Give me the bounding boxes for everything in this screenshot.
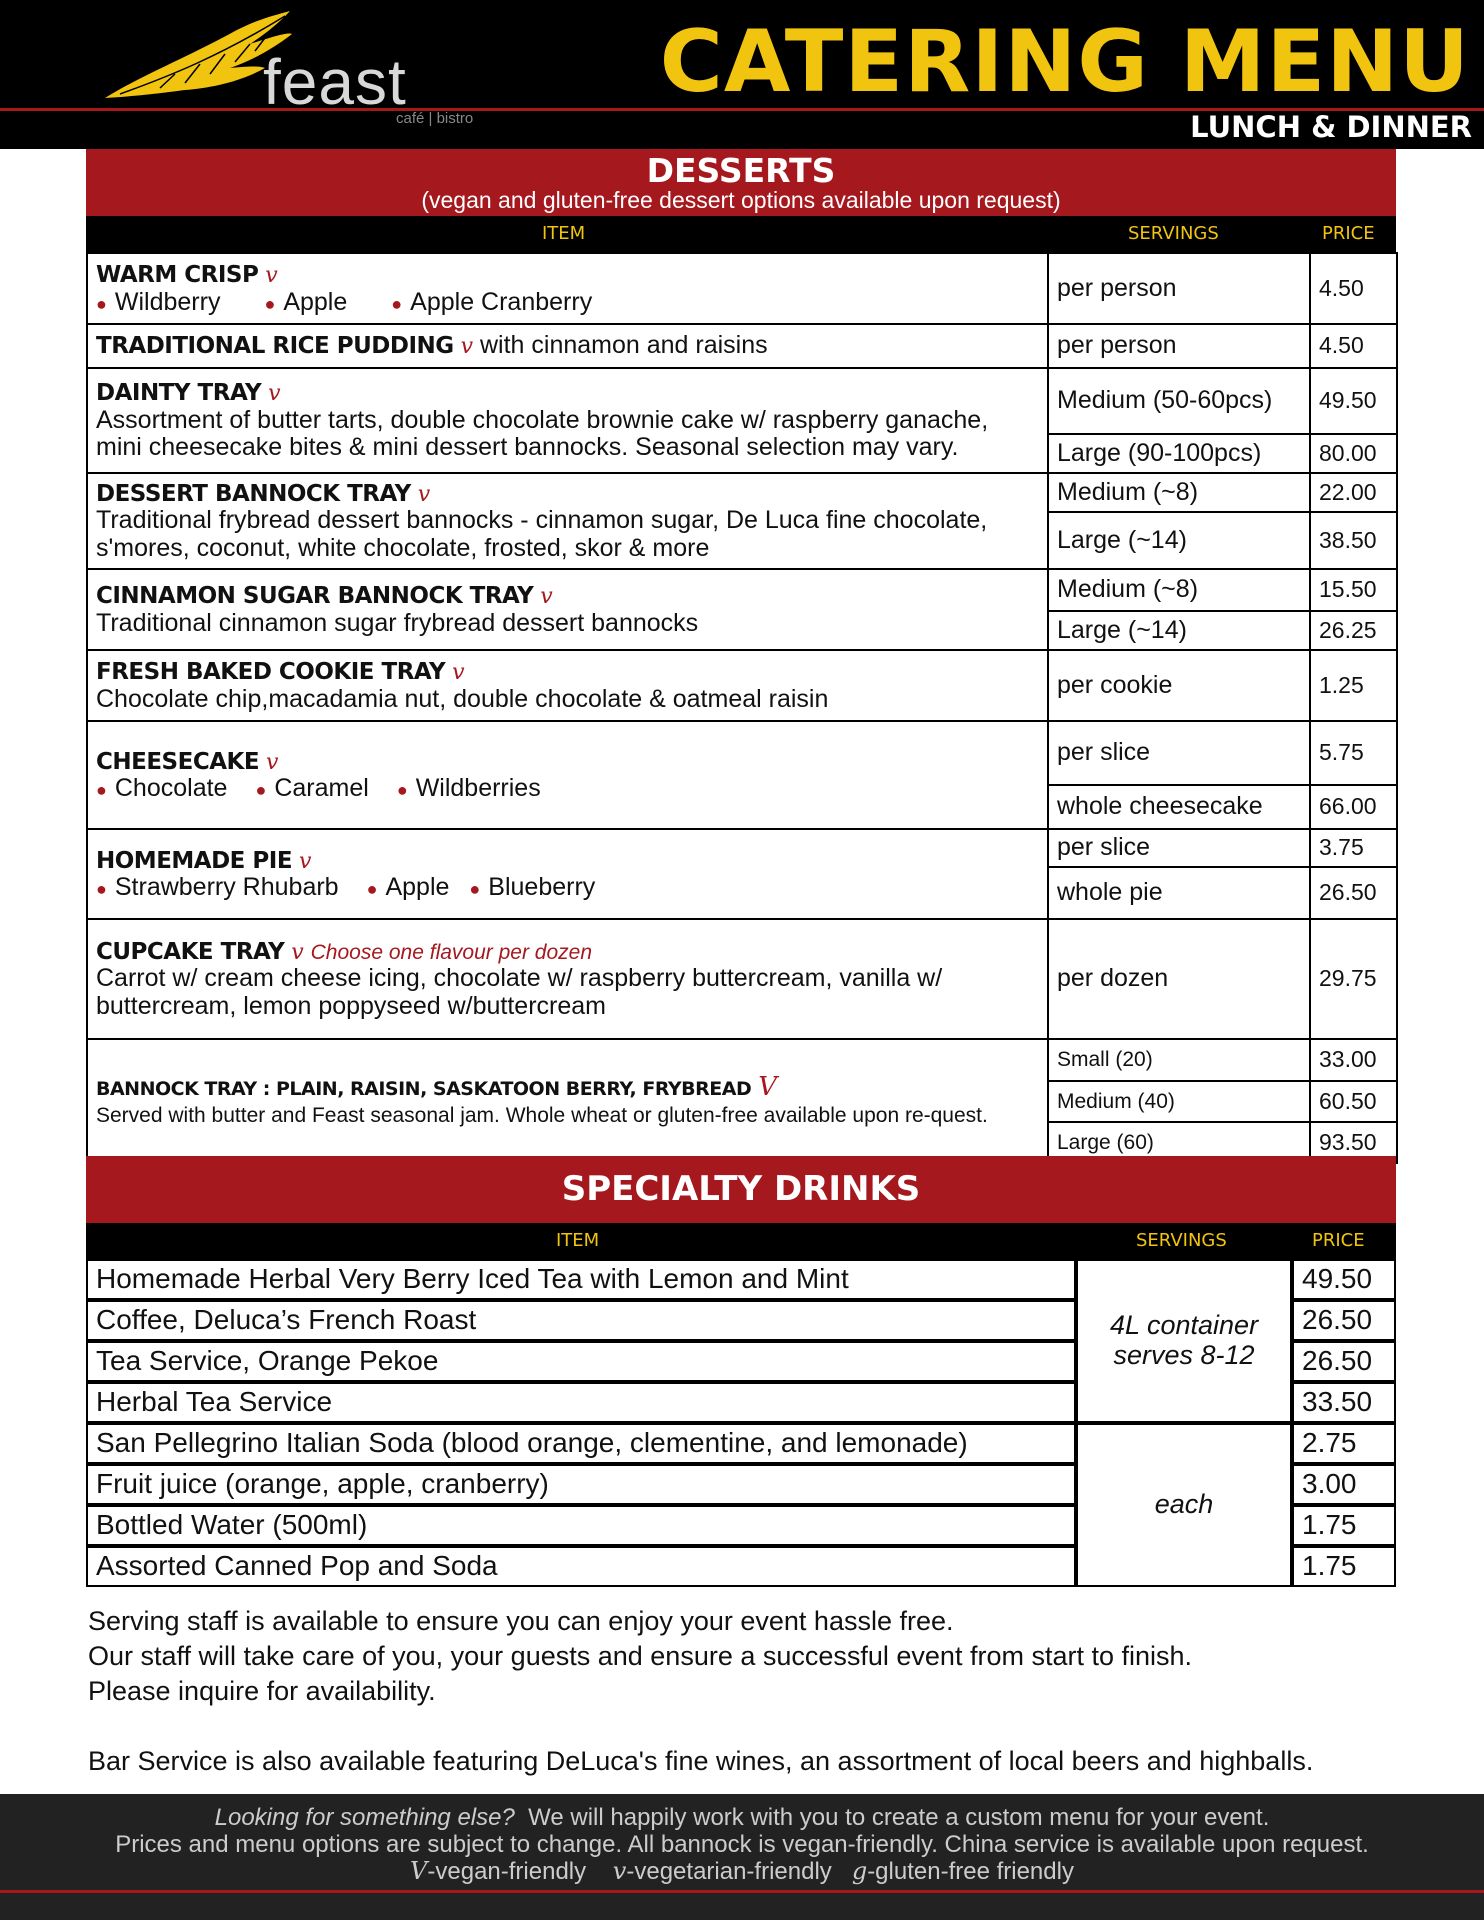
item-desc: Chocolate chip,macadamia nut, double chocolate & oatmeal raisin bbox=[96, 684, 829, 713]
footer bbox=[0, 1794, 1484, 1920]
desserts-section bbox=[86, 149, 1396, 1164]
price-cell: 4.50 bbox=[1310, 324, 1397, 368]
service-info bbox=[88, 1604, 1313, 1779]
price-cell: 4.50 bbox=[1310, 253, 1397, 324]
brand-name: feast bbox=[263, 46, 407, 118]
item-cell bbox=[87, 650, 1048, 721]
footer-line-1 bbox=[0, 1804, 1484, 1831]
table-row bbox=[87, 829, 1397, 867]
item-cell bbox=[87, 919, 1048, 1039]
vegetarian-icon: v bbox=[265, 263, 278, 288]
table-row bbox=[87, 569, 1397, 611]
drink-name: Fruit juice (orange, apple, cranberry) bbox=[86, 1464, 1076, 1505]
item-name: CINNAMON SUGAR BANNOCK TRAY bbox=[96, 583, 534, 609]
drink-name: Coffee, Deluca’s French Roast bbox=[86, 1300, 1076, 1341]
gluten-free-icon: g bbox=[851, 1857, 868, 1885]
price-cell: 22.00 bbox=[1310, 473, 1397, 512]
item-cell bbox=[87, 1039, 1048, 1163]
price-cell: 1.75 bbox=[1292, 1505, 1396, 1546]
servings-cell: Large (~14) bbox=[1048, 512, 1310, 569]
table-row bbox=[86, 1423, 1396, 1464]
servings-cell bbox=[1076, 1259, 1292, 1423]
price-cell: 3.75 bbox=[1310, 829, 1397, 867]
servings-cell: per person bbox=[1048, 253, 1310, 324]
servings-cell: Large (90-100pcs) bbox=[1048, 434, 1310, 473]
option: Wildberry bbox=[114, 287, 221, 316]
vegetarian-icon: v bbox=[417, 481, 431, 507]
vegetarian-icon: v bbox=[268, 381, 281, 407]
item-name: BANNOCK TRAY : PLAIN, RAISIN, SASKATOON BERRY, FRYBREAD bbox=[96, 1077, 752, 1100]
price-cell: 2.75 bbox=[1292, 1423, 1396, 1464]
drink-name: Homemade Herbal Very Berry Iced Tea with Lemon and Mint bbox=[86, 1259, 1076, 1300]
price-cell: 38.50 bbox=[1310, 512, 1397, 569]
price-cell: 3.00 bbox=[1292, 1464, 1396, 1505]
item-name: CHEESECAKE bbox=[96, 748, 260, 775]
item-cell bbox=[87, 473, 1048, 569]
vegan-icon: V bbox=[410, 1857, 428, 1885]
item-name: TRADITIONAL RICE PUDDING bbox=[96, 333, 454, 360]
table-row bbox=[87, 919, 1397, 1039]
vegetarian-icon: v bbox=[266, 749, 279, 775]
vegetarian-icon: v bbox=[540, 584, 553, 609]
servings-cell: per dozen bbox=[1048, 919, 1310, 1039]
price-cell: 1.75 bbox=[1292, 1546, 1396, 1587]
option: Apple Cranberry bbox=[410, 287, 593, 316]
price-cell: 26.50 bbox=[1292, 1341, 1396, 1382]
col-price: PRICE bbox=[1312, 1230, 1365, 1251]
vegetarian-icon: v bbox=[298, 848, 312, 874]
servings-cell: Large (~14) bbox=[1048, 611, 1310, 650]
servings-cell: per cookie bbox=[1048, 650, 1310, 721]
table-row bbox=[87, 650, 1397, 721]
option: Caramel bbox=[274, 774, 369, 802]
info-line: Serving staff is available to ensure you can enjoy your event hassle free. bbox=[88, 1606, 954, 1636]
col-servings: SERVINGS bbox=[1136, 1230, 1227, 1251]
price-cell: 26.50 bbox=[1292, 1300, 1396, 1341]
option: Apple bbox=[385, 873, 450, 901]
drink-name: Assorted Canned Pop and Soda bbox=[86, 1546, 1076, 1587]
servings-cell: Medium (50-60pcs) bbox=[1048, 368, 1310, 434]
price-cell: 49.50 bbox=[1310, 368, 1397, 434]
item-name: WARM CRISP bbox=[96, 262, 259, 288]
drinks-band bbox=[86, 1156, 1396, 1223]
servings-cell: per person bbox=[1048, 324, 1310, 368]
key-gluten-free: -gluten-free friendly bbox=[867, 1858, 1074, 1885]
price-cell: 1.25 bbox=[1310, 650, 1397, 721]
servings-line: serves 8-12 bbox=[1113, 1340, 1255, 1370]
drinks-title: SPECIALTY DRINKS bbox=[561, 1169, 921, 1209]
page-title: CATERING MENU bbox=[659, 12, 1470, 112]
servings-cell: each bbox=[1076, 1423, 1292, 1587]
footer-divider bbox=[0, 1890, 1484, 1893]
col-servings: SERVINGS bbox=[1128, 223, 1219, 244]
table-row bbox=[87, 253, 1397, 324]
option: Chocolate bbox=[114, 774, 228, 802]
drinks-column-header bbox=[86, 1223, 1396, 1259]
key-vegan: -vegan-friendly bbox=[427, 1858, 587, 1885]
item-name: CUPCAKE TRAY bbox=[96, 938, 285, 965]
brand-tagline: café | bistro bbox=[396, 110, 474, 127]
price-cell: 33.00 bbox=[1310, 1039, 1397, 1081]
price-cell: 33.50 bbox=[1292, 1382, 1396, 1423]
price-cell: 26.50 bbox=[1310, 867, 1397, 919]
vegetarian-icon: v bbox=[452, 660, 465, 685]
item-desc: Served with butter and Feast seasonal jam. Whole wheat or gluten-free available upon re-quest. bbox=[96, 1104, 988, 1128]
price-cell: 26.25 bbox=[1310, 611, 1397, 650]
footer-key bbox=[0, 1858, 1484, 1885]
item-cell: HOMEMADE PIE v ● Strawberry Rhubarb ● Apple ● Blueberry bbox=[87, 829, 1048, 919]
col-price: PRICE bbox=[1322, 223, 1375, 244]
drink-name: Tea Service, Orange Pekoe bbox=[86, 1341, 1076, 1382]
drinks-section bbox=[86, 1156, 1396, 1587]
drinks-table bbox=[86, 1259, 1396, 1587]
servings-cell: Medium (~8) bbox=[1048, 473, 1310, 512]
desserts-table bbox=[86, 252, 1398, 1164]
item-name: FRESH BAKED COOKIE TRAY bbox=[96, 659, 446, 685]
item-note: Choose one flavour per dozen bbox=[310, 940, 592, 964]
price-cell: 80.00 bbox=[1310, 434, 1397, 473]
vegan-icon: V bbox=[758, 1071, 777, 1102]
table-row bbox=[87, 324, 1397, 368]
servings-line: 4L container bbox=[1109, 1310, 1259, 1341]
key-vegetarian: -vegetarian-friendly bbox=[626, 1858, 832, 1885]
price-cell: 29.75 bbox=[1310, 919, 1397, 1039]
drink-name: Bottled Water (500ml) bbox=[86, 1505, 1076, 1546]
servings-cell: per slice bbox=[1048, 829, 1310, 867]
servings-cell: Large (60) bbox=[1048, 1122, 1310, 1163]
item-desc: Assortment of butter tarts, double chocolate brownie cake w/ raspberry ganache, mini cheesecake bites & mini dessert bannocks. Seasonal selection may vary. bbox=[96, 405, 989, 462]
servings-cell: whole pie bbox=[1048, 867, 1310, 919]
vegetarian-icon: v bbox=[460, 334, 474, 360]
info-line: Our staff will take care of you, your guests and ensure a successful event from start to finish. bbox=[88, 1641, 1193, 1671]
page-subtitle: LUNCH & DINNER bbox=[1190, 110, 1472, 144]
item-cell bbox=[87, 324, 1048, 368]
option: Wildberries bbox=[415, 774, 541, 802]
footer-text: We will happily work with you to create a custom menu for your event. bbox=[528, 1804, 1270, 1831]
item-name: DESSERT BANNOCK TRAY bbox=[96, 480, 411, 507]
item-desc: Traditional frybread dessert bannocks - cinnamon sugar, De Luca fine chocolate, s'mores, coconut, white chocolate, frosted, skor & more bbox=[96, 506, 988, 562]
item-desc: with cinnamon and raisins bbox=[479, 331, 768, 360]
item-cell bbox=[87, 569, 1048, 650]
table-row bbox=[87, 368, 1397, 434]
price-cell: 5.75 bbox=[1310, 721, 1397, 785]
vegetarian-icon: v bbox=[612, 1857, 627, 1885]
servings-cell: per slice bbox=[1048, 721, 1310, 785]
item-cell: WARM CRISP v ● Wildberry ● Apple ● Apple Cranberry bbox=[87, 253, 1048, 324]
price-cell: 15.50 bbox=[1310, 569, 1397, 611]
bar-service-line: Bar Service is also available featuring DeLuca's fine wines, an assortment of local beers and highballs. bbox=[88, 1746, 1314, 1776]
price-cell: 93.50 bbox=[1310, 1122, 1397, 1163]
item-desc: Traditional cinnamon sugar frybread dessert bannocks bbox=[96, 608, 699, 637]
price-cell: 66.00 bbox=[1310, 785, 1397, 829]
servings-cell: whole cheesecake bbox=[1048, 785, 1310, 829]
item-cell: CHEESECAKE v ● Chocolate ● Caramel ● Wildberries bbox=[87, 721, 1048, 829]
col-item: ITEM bbox=[542, 223, 586, 244]
item-cell bbox=[87, 368, 1048, 473]
item-desc: Carrot w/ cream cheese icing, chocolate w/ raspberry buttercream, vanilla w/ buttercream, lemon poppyseed w/buttercream bbox=[96, 964, 943, 1020]
col-item: ITEM bbox=[556, 1230, 600, 1251]
desserts-title: DESSERTS bbox=[646, 151, 836, 190]
table-row bbox=[87, 473, 1397, 512]
table-row bbox=[87, 1039, 1397, 1081]
price-cell: 60.50 bbox=[1310, 1081, 1397, 1122]
vegetarian-icon: v bbox=[291, 939, 304, 965]
footer-lead: Looking for something else? bbox=[214, 1804, 515, 1831]
drink-name: Herbal Tea Service bbox=[86, 1382, 1076, 1423]
item-name: DAINTY TRAY bbox=[96, 380, 262, 407]
option: Blueberry bbox=[488, 873, 596, 901]
servings-cell: Medium (40) bbox=[1048, 1081, 1310, 1122]
desserts-band bbox=[86, 149, 1396, 216]
table-row bbox=[87, 721, 1397, 785]
option: Strawberry Rhubarb bbox=[114, 873, 339, 901]
option: Apple bbox=[283, 287, 348, 316]
table-row bbox=[86, 1259, 1396, 1300]
desserts-note: (vegan and gluten-free dessert options available upon request) bbox=[421, 187, 1061, 213]
footer-line-2: Prices and menu options are subject to change. All bannock is vegan-friendly. China service is available upon request. bbox=[115, 1831, 1369, 1858]
servings-cell: Small (20) bbox=[1048, 1039, 1310, 1081]
drink-name: San Pellegrino Italian Soda (blood orange, clementine, and lemonade) bbox=[86, 1423, 1076, 1464]
info-line: Please inquire for availability. bbox=[88, 1676, 436, 1706]
item-name: HOMEMADE PIE bbox=[96, 847, 293, 874]
price-cell: 49.50 bbox=[1292, 1259, 1396, 1300]
desserts-column-header bbox=[86, 216, 1396, 252]
servings-cell: Medium (~8) bbox=[1048, 569, 1310, 611]
